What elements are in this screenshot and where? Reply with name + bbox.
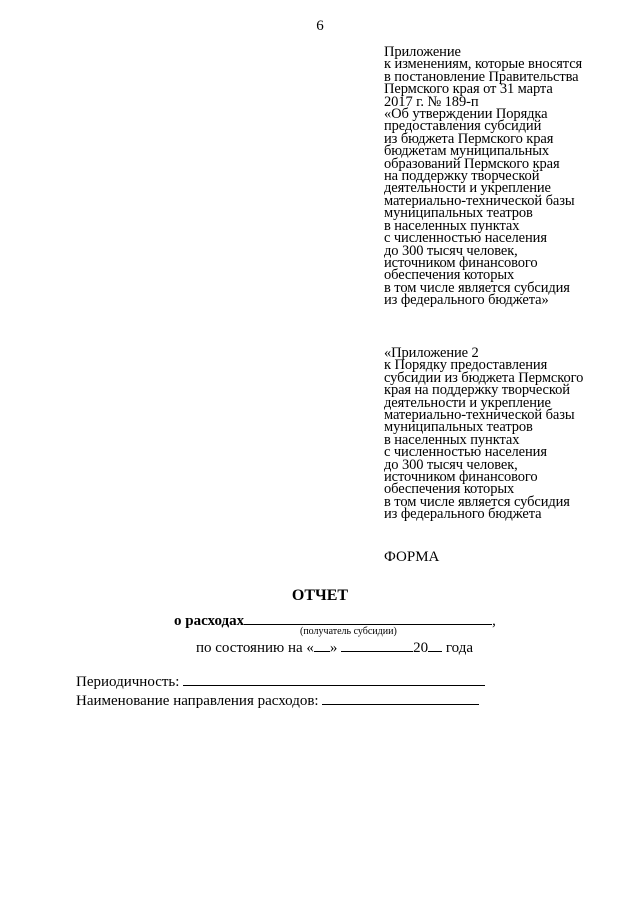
as-of-row — [196, 637, 473, 657]
order-appendix-line: к Порядку предоставления — [384, 357, 548, 374]
appendix-line: «Об утверждении Порядка — [384, 106, 548, 123]
appendix-line: Приложение — [384, 44, 461, 60]
order-appendix-line: из федерального бюджета — [384, 506, 542, 523]
order-appendix-block — [384, 347, 583, 521]
direction-row — [76, 690, 479, 710]
appendix-line: деятельности и укрепление — [384, 180, 551, 197]
appendix-line: предоставления субсидий — [384, 118, 542, 135]
appendix-line: с численностью населения — [384, 230, 547, 247]
appendix-line: на поддержку творческой — [384, 168, 540, 185]
appendix-line: из федерального бюджета» — [384, 292, 549, 309]
order-appendix-line: с численностью населения — [384, 444, 547, 461]
expenses-label: о расходах — [174, 613, 245, 629]
month-field[interactable] — [341, 637, 413, 652]
form-label: ФОРМА — [384, 549, 440, 565]
appendix-line: материально-технической базы — [384, 192, 575, 209]
order-appendix-line: обеспечения которых — [384, 481, 515, 498]
appendix-line: в постановление Правительства — [384, 68, 579, 85]
periodicity-row — [76, 671, 485, 691]
appendix-line: 2017 г. № 189-п — [384, 93, 479, 110]
year-prefix: 20 — [413, 640, 429, 656]
appendix-line: к изменениям, которые вносятся — [384, 56, 583, 73]
appendix-line: в населенных пунктах — [384, 217, 520, 234]
appendix-line: обеспечения которых — [384, 267, 515, 284]
periodicity-field[interactable] — [183, 671, 485, 686]
order-appendix-line: в населенных пунктах — [384, 431, 520, 448]
order-appendix-line: «Приложение 2 — [384, 345, 479, 361]
as-of-mid: » — [329, 640, 338, 656]
recipient-field[interactable] — [244, 610, 492, 625]
appendix-line: бюджетам муниципальных — [384, 143, 550, 160]
order-appendix-line: источником финансового — [384, 469, 538, 486]
appendix-line: источником финансового — [384, 254, 538, 271]
appendix-line: в том числе является субсидия — [384, 279, 570, 296]
order-appendix-line: до 300 тысяч человек, — [384, 456, 518, 473]
order-appendix-line: субсидии из бюджета Пермского — [384, 369, 584, 386]
page-number: 6 — [316, 18, 324, 34]
day-field[interactable] — [314, 637, 330, 652]
direction-label: Наименование направления расходов: — [76, 693, 319, 709]
expenses-suffix: , — [492, 613, 496, 629]
order-appendix-line: в том числе является субсидия — [384, 493, 570, 510]
appendix-block — [384, 46, 582, 307]
periodicity-label: Периодичность: — [76, 674, 180, 690]
appendix-line: Пермского края от 31 марта — [384, 81, 553, 98]
order-appendix-line: края на поддержку творческой — [384, 382, 570, 399]
recipient-caption: (получатель субсидии) — [300, 626, 397, 637]
order-appendix-line: деятельности и укрепление — [384, 394, 551, 411]
year-suffix: года — [442, 640, 474, 656]
year-field[interactable] — [428, 637, 442, 652]
order-appendix-line: муниципальных театров — [384, 419, 533, 436]
report-title: ОТЧЕТ — [291, 587, 349, 604]
as-of-prefix: по состоянию на « — [196, 640, 314, 656]
appendix-line: до 300 тысяч человек, — [384, 242, 518, 259]
direction-field[interactable] — [322, 690, 479, 705]
appendix-line: образований Пермского края — [384, 155, 560, 172]
order-appendix-line: материально-технической базы — [384, 407, 575, 424]
appendix-line: муниципальных театров — [384, 205, 533, 222]
appendix-line: из бюджета Пермского края — [384, 130, 554, 147]
